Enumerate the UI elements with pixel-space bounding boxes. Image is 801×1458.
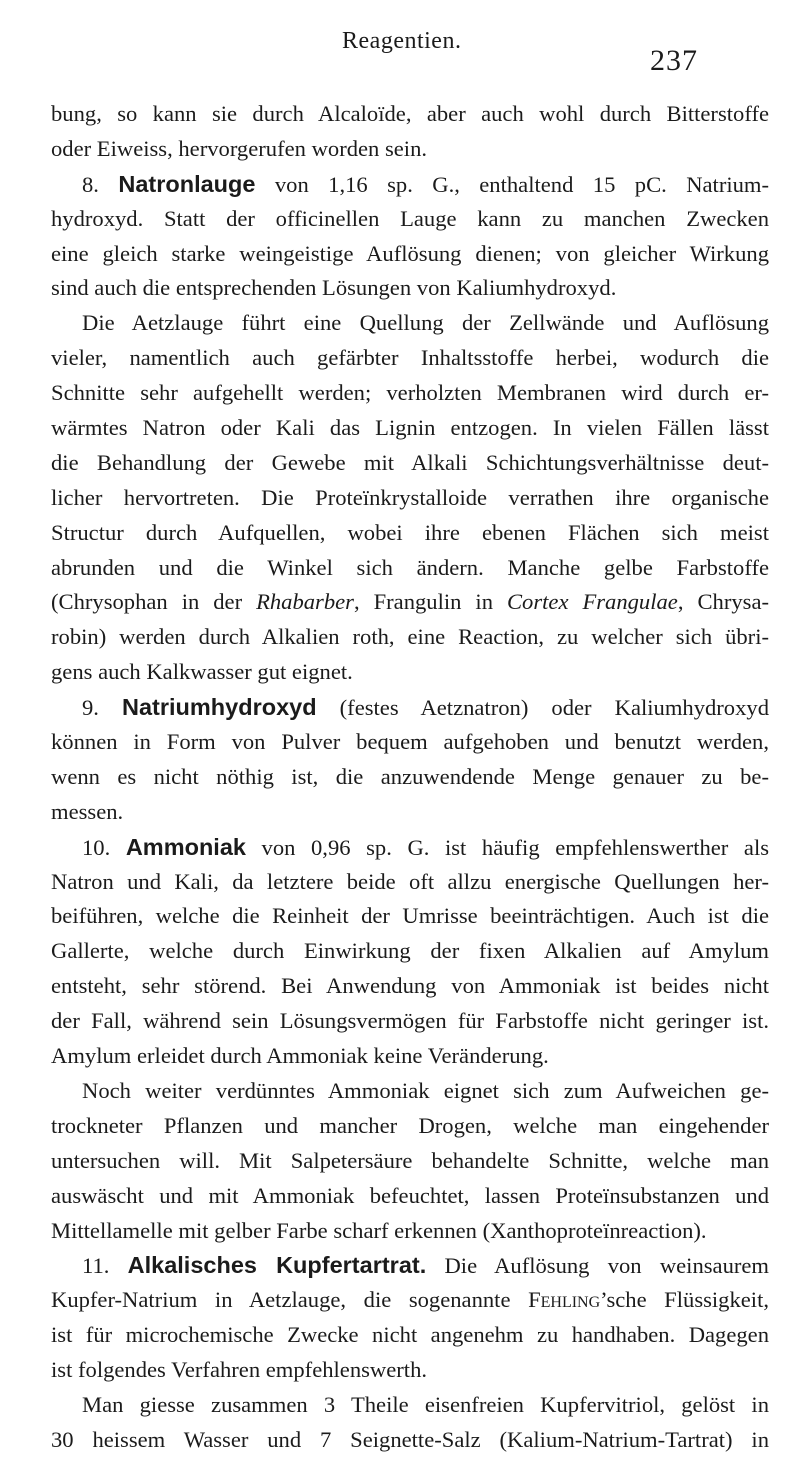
text-line: hydroxyd. Statt der officinellen Lauge kann zu manchen Zwecken <box>51 205 769 231</box>
text-line: Mittellamelle mit gelber Farbe scharf erkennen (Xanthoproteïnreaction). <box>51 1217 707 1243</box>
text-run: (festes Aetznatron) oder Kaliumhydroxyd <box>316 695 769 721</box>
text-line: 30 heissem Wasser und 7 Seignette-Salz (Kalium-Natrium-Tartrat) in <box>51 1426 769 1452</box>
text-run: (Chrysophan in der <box>51 589 257 615</box>
text-line: die Behandlung der Gewebe mit Alkali Schichtungsverhältnisse deut- <box>51 449 769 475</box>
text-line: vieler, namentlich auch gefärbter Inhaltsstoffe herbei, wodurch die <box>51 345 769 371</box>
running-title: Reagentien. <box>342 28 462 54</box>
text-line: auswäscht und mit Ammoniak befeuchtet, lassen Proteïnsubstanzen und <box>51 1182 769 1208</box>
text-line: gens auch Kalkwasser gut eignet. <box>51 659 353 685</box>
text-line: wärmtes Natron oder Kali das Lignin entzogen. In vielen Fällen lässt <box>51 415 769 441</box>
page-number: 237 <box>650 44 698 77</box>
text-run: , Frangulin in <box>353 589 507 615</box>
text-run: 11. <box>82 1253 128 1279</box>
text-run: , Chrysa- <box>677 589 769 615</box>
text-line <box>51 167 769 202</box>
text-line: oder Eiweiss, hervorgerufen worden sein. <box>51 135 428 161</box>
text-run: 10. <box>82 834 126 860</box>
text-line: Gallerte, welche durch Einwirkung der fixen Alkalien auf Amylum <box>51 938 769 964</box>
text-line: beiführen, welche die Reinheit der Umrisse beeinträchtigen. Auch ist die <box>51 903 769 929</box>
text-line: Noch weiter verdünntes Ammoniak eignet sich zum Aufweichen ge- <box>82 1077 769 1103</box>
text-run: 8. <box>82 171 119 197</box>
text-line: robin) werden durch Alkalien roth, eine Reaction, zu welcher sich übri- <box>51 624 769 650</box>
text-line: eine gleich starke weingeistige Auflösung dienen; von gleicher Wirkung <box>51 240 769 266</box>
text-run: von 0,96 sp. G. ist häufig empfehlenswerther als <box>245 834 770 860</box>
text-line: Die Aetzlauge führt eine Quellung der Zellwände und Auflösung <box>82 310 769 336</box>
text-run: von 1,16 sp. G., enthaltend 15 pC. Natrium- <box>255 171 770 197</box>
text-line: messen. <box>51 798 124 824</box>
text-line: trockneter Pflanzen und mancher Drogen, welche man eingehender <box>51 1112 769 1138</box>
text-line: ist für microchemische Zwecke nicht angenehm zu handhaben. Dagegen <box>51 1322 769 1348</box>
text-run: Kupfer-Natrium in Aetzlauge, die sogenannte <box>51 1287 529 1313</box>
text-line: Man giesse zusammen 3 Theile eisenfreien Kupfervitriol, gelöst in <box>82 1391 769 1417</box>
text-line: abrunden und die Winkel sich ändern. Manche gelbe Farbstoffe <box>51 554 769 580</box>
text-line: sind auch die entsprechenden Lösungen von Kaliumhydroxyd. <box>51 275 617 301</box>
page-header <box>0 28 801 88</box>
italic-term: Rhabarber <box>256 589 354 615</box>
text-line <box>51 1248 769 1283</box>
body-text <box>51 97 769 1458</box>
text-line: untersuchen will. Mit Salpetersäure behandelte Schnitte, welche man <box>51 1147 769 1173</box>
text-line <box>51 830 769 865</box>
text-line <box>51 1283 769 1318</box>
text-run: Die Auflösung von weinsaurem <box>426 1253 769 1279</box>
text-line: licher hervortreten. Die Proteïnkrystalloide verrathen ihre organische <box>51 484 769 510</box>
text-line: Structur durch Aufquellen, wobei ihre ebenen Flächen sich meist <box>51 519 769 545</box>
text-run: ’sche Flüssigkeit, <box>600 1287 770 1313</box>
text-run: 9. <box>82 695 123 721</box>
section-heading: Natronlauge <box>118 170 256 197</box>
italic-term: Cortex Frangulae <box>506 589 678 615</box>
text-line: können in Form von Pulver bequem aufgehoben und benutzt werden, <box>51 729 769 755</box>
section-heading: Alkalisches Kupfertartrat. <box>127 1252 427 1279</box>
text-line: entsteht, sehr störend. Bei Anwendung von Ammoniak ist beides nicht <box>51 973 769 999</box>
text-line <box>51 585 769 620</box>
text-line: wenn es nicht nöthig ist, die anzuwendende Menge genauer zu be- <box>51 763 769 789</box>
text-line: Schnitte sehr aufgehellt werden; verholzten Membranen wird durch er- <box>51 380 769 406</box>
section-heading: Natriumhydroxyd <box>122 694 317 721</box>
text-line: ist folgendes Verfahren empfehlenswerth. <box>51 1357 428 1383</box>
text-line <box>51 690 769 725</box>
text-line: Natron und Kali, da letztere beide oft allzu energische Quellungen her- <box>51 868 769 894</box>
text-line: bung, so kann sie durch Alcaloïde, aber auch wohl durch Bitterstoffe <box>51 101 769 126</box>
text-line: der Fall, während sein Lösungsvermögen für Farbstoffe nicht geringer ist. <box>51 1008 769 1034</box>
section-heading: Ammoniak <box>125 833 246 860</box>
small-caps-name: Fehling <box>528 1287 601 1313</box>
text-line: Amylum erleidet durch Ammoniak keine Veränderung. <box>51 1043 549 1069</box>
